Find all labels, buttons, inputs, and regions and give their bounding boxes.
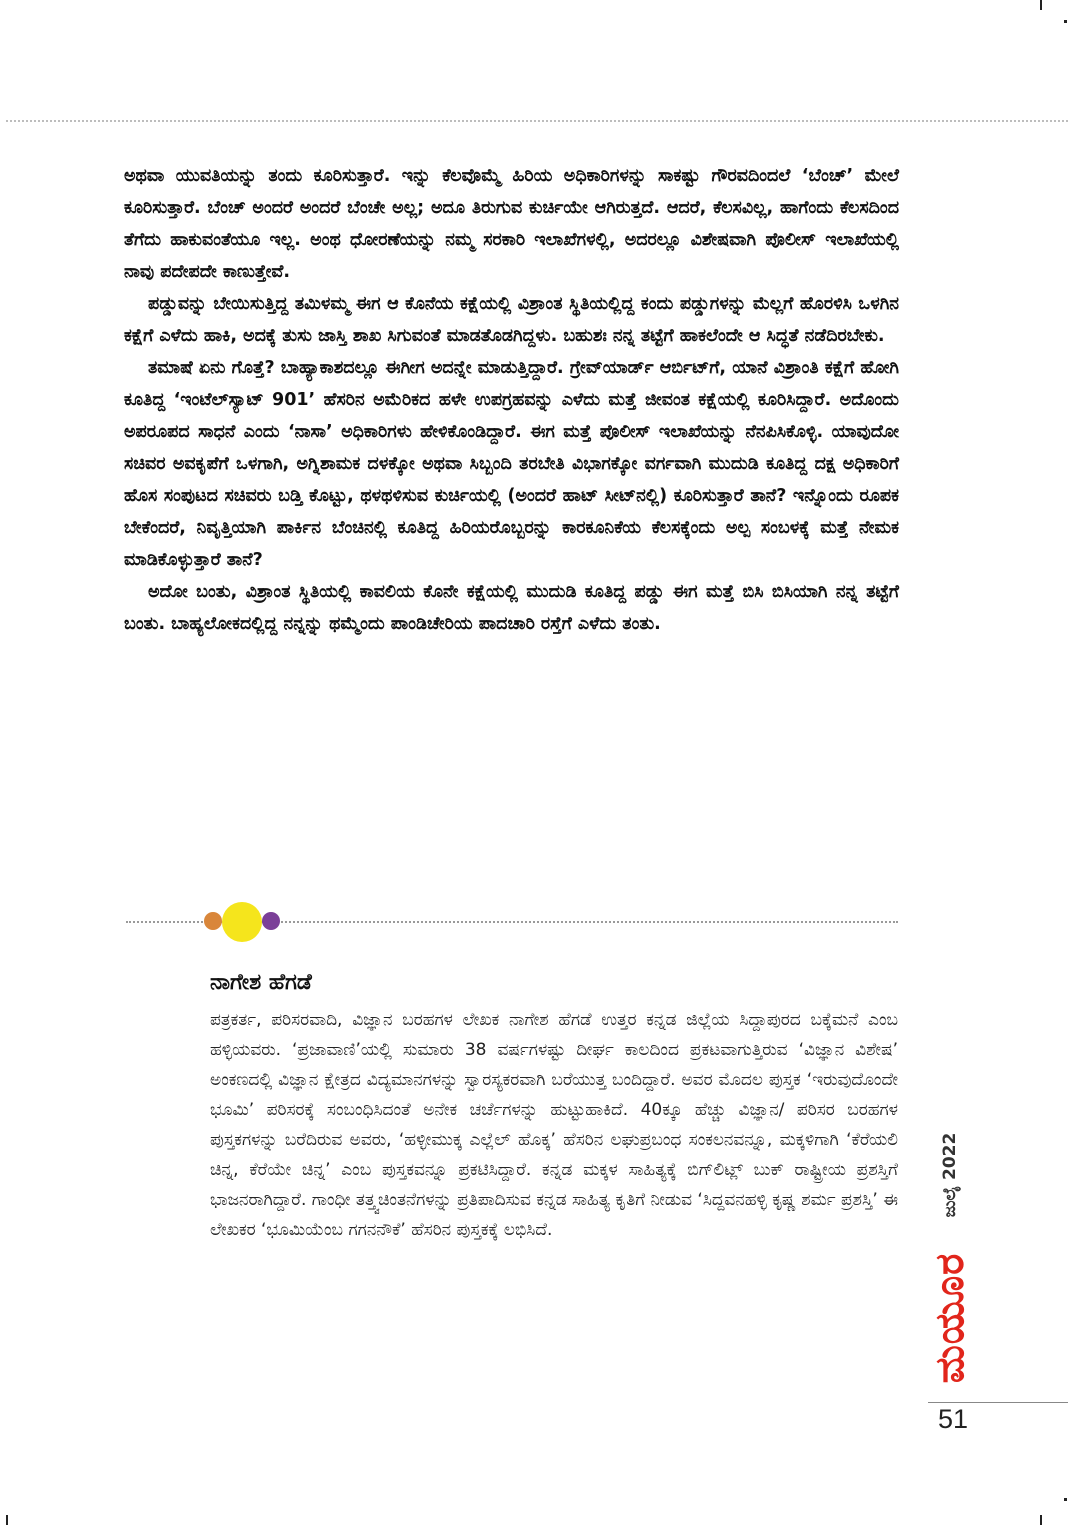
top-dotted-rule (6, 120, 1068, 122)
separator-dot-orange (204, 912, 222, 930)
page-number: 51 (938, 1404, 969, 1434)
article-paragraph: ಅಥವಾ ಯುವತಿಯನ್ನು ತಂದು ಕೂರಿಸುತ್ತಾರೆ. ಇನ್ನು ಕೆಲವೊಮ್ಮೆ ಹಿರಿಯ ಅಧಿಕಾರಿಗಳನ್ನು ಸಾಕಷ್ಟು ಗೌರವದಿಂದಲೆ ‘ಬೆಂಚ್’ ಮೇಲೆ ಕೂರಿಸುತ್ತಾರೆ. ಬೆಂಚ್ ಅಂದರೆ ಅಂದರೆ ಬೆಂಚೇ ಅಲ್ಲ; ಅದೂ ತಿರುಗುವ ಕುರ್ಚಿಯೇ ಆಗಿರುತ್ತದೆ. ಆದರೆ, ಕೆಲಸವಿಲ್ಲ, ಹಾಗೆಂದು ಕೆಲಸದಿಂದ ತೆಗೆದು ಹಾಕುವಂತೆಯೂ ಇಲ್ಲ. ಅಂಥ ಧೋರಣೆಯನ್ನು ನಮ್ಮ ಸರಕಾರಿ ಇಲಾಖೆಗಳಲ್ಲಿ, ಅದರಲ್ಲೂ ವಿಶೇಷವಾಗಿ ಪೊಲೀಸ್ ಇಲಾಖೆಯಲ್ಲಿ ನಾವು ಪದೇಪದೇ ಕಾಣುತ್ತೇವೆ. (124, 166, 899, 282)
issue-date-text: ಜುಲೈ 2022 (940, 1132, 960, 1218)
author-bio: ಪತ್ರಕರ್ತ, ಪರಿಸರವಾದಿ, ವಿಜ್ಞಾನ ಬರಹಗಳ ಲೇಖಕ ನಾಗೇಶ ಹೆಗಡೆ ಉತ್ತರ ಕನ್ನಡ ಜಿಲ್ಲೆಯ ಸಿದ್ದಾಪುರದ ಬಕ್ಕೆಮನೆ ಎಂಬ ಹಳ್ಳಿಯವರು. ‘ಪ್ರಜಾವಾಣಿ’ಯಲ್ಲಿ ಸುಮಾರು 38 ವರ್ಷಗಳಷ್ಟು ದೀರ್ಘ ಕಾಲದಿಂದ ಪ್ರಕಟವಾಗುತ್ತಿರುವ ‘ವಿಜ್ಞಾನ ವಿಶೇಷ’ ಅಂಕಣದಲ್ಲಿ ವಿಜ್ಞಾನ ಕ್ಷೇತ್ರದ ವಿದ್ಯಮಾನಗಳನ್ನು ಸ್ವಾರಸ್ಯಕರವಾಗಿ ಬರೆಯುತ್ತ ಬಂದಿದ್ದಾರೆ. ಅವರ ಮೊದಲ ಪುಸ್ತಕ ‘ಇರುವುದೊಂದೇ ಭೂಮಿ’ ಪರಿಸರಕ್ಕೆ ಸಂಬಂಧಿಸಿದಂತೆ ಅನೇಕ ಚರ್ಚೆಗಳನ್ನು ಹುಟ್ಟುಹಾಕಿದೆ. 40ಕ್ಕೂ ಹೆಚ್ಚು ವಿಜ್ಞಾನ/ ಪರಿಸರ ಬರಹಗಳ ಪುಸ್ತಕಗಳನ್ನು ಬರೆದಿರುವ ಅವರು, ‘ಹಳ್ಳೀಮುಕ್ಕ ಎಲ್ಲೆಲ್ ಹೊಕ್ಕ’ ಹೆಸರಿನ ಲಘುಪ್ರಬಂಧ ಸಂಕಲನವನ್ನೂ, ಮಕ್ಕಳಿಗಾಗಿ ‘ಕೆರೆಯಲಿ ಚಿನ್ನ, ಕೆರೆಯೇ ಚಿನ್ನ’ ಎಂಬ ಪುಸ್ತಕವನ್ನೂ ಪ್ರಕಟಿಸಿದ್ದಾರೆ. ಕನ್ನಡ ಮಕ್ಕಳ ಸಾಹಿತ್ಯಕ್ಕೆ ಬಿಗ್‌ಲಿಟ್ಲ್ ಬುಕ್ ರಾಷ್ಟ್ರೀಯ ಪ್ರಶಸ್ತಿಗೆ ಭಾಜನರಾಗಿದ್ದಾರೆ. ಗಾಂಧೀ ತತ್ತ್ವಚಿಂತನೆಗಳನ್ನು ಪ್ರತಿಪಾದಿಸುವ ಕನ್ನಡ ಸಾಹಿತ್ಯ ಕೃತಿಗೆ ನೀಡುವ ‘ಸಿದ್ದವನಹಳ್ಳಿ ಕೃಷ್ಣ ಶರ್ಮ ಪ್ರಶಸ್ತಿ’ ಈ ಲೇಖಕರ ‘ಭೂಮಿಯೆಂಬ ಗಗನನೌಕೆ’ ಹೆಸರಿನ ಪುಸ್ತಕಕ್ಕೆ ಲಭಿಸಿದೆ. (210, 1010, 898, 1240)
article-paragraph: ಪಡ್ಡುವನ್ನು ಬೇಯಿಸುತ್ತಿದ್ದ ತಮಿಳಮ್ಮ ಈಗ ಆ ಕೊನೆಯ ಕಕ್ಷೆಯಲ್ಲಿ ವಿಶ್ರಾಂತ ಸ್ಥಿತಿಯಲ್ಲಿದ್ದ ಕಂದು ಪಡ್ಡುಗಳನ್ನು ಮೆಲ್ಲಗೆ ಹೊರಳಿಸಿ ಒಳಗಿನ ಕಕ್ಷೆಗೆ ಎಳೆದು ಹಾಕಿ, ಅದಕ್ಕೆ ತುಸು ಜಾಸ್ತಿ ಶಾಖ ಸಿಗುವಂತೆ ಮಾಡತೊಡಗಿದ್ದಳು. ಬಹುಶಃ ನನ್ನ ತಟ್ಟೆಗೆ ಹಾಕಲೆಂದೇ ಆ ಸಿದ್ಧತೆ ನಡೆದಿರಬೇಕು. (124, 294, 899, 346)
author-name: ನಾಗೇಶ ಹೆಗಡೆ (210, 970, 312, 995)
separator-dot-yellow (222, 902, 262, 942)
article-paragraph: ಅದೋ ಬಂತು, ವಿಶ್ರಾಂತ ಸ್ಥಿತಿಯಲ್ಲಿ ಕಾವಲಿಯ ಕೊನೇ ಕಕ್ಷೆಯಲ್ಲಿ ಮುದುಡಿ ಕೂತಿದ್ದ ಪಡ್ಡು ಈಗ ಮತ್ತೆ ಬಿಸಿ ಬಿಸಿಯಾಗಿ ನನ್ನ ತಟ್ಟೆಗೆ ಬಂತು. ಬಾಹ್ಯಲೋಕದಲ್ಲಿದ್ದ ನನ್ನನ್ನು ಥಮ್ಮೆಂದು ಪಾಂಡಿಚೇರಿಯ ಪಾದಚಾರಿ ರಸ್ತೆಗೆ ಎಳೆದು ತಂತು. (124, 582, 899, 634)
crop-mark-top (1040, 0, 1042, 10)
page-number-rule (928, 1402, 1068, 1403)
separator-dot-purple (262, 912, 280, 930)
crop-mark-bottom-right-dot (1064, 1498, 1067, 1501)
issue-date (930, 1120, 970, 1230)
author-box (210, 970, 898, 1245)
magazine-logo (922, 1248, 978, 1388)
article-body (124, 160, 899, 640)
crop-mark-bottom-right (1040, 1515, 1042, 1525)
crop-mark-top-right (1064, 20, 1067, 23)
crop-mark-bottom (6, 1515, 8, 1525)
article-paragraph: ತಮಾಷೆ ಏನು ಗೊತ್ತೆ? ಬಾಹ್ಯಾಕಾಶದಲ್ಲೂ ಈಗೀಗ ಅದನ್ನೇ ಮಾಡುತ್ತಿದ್ದಾರೆ. ಗ್ರೇವ್‌ಯಾರ್ಡ್ ಆರ್ಬಿಟ್‌ಗೆ, ಯಾನೆ ವಿಶ್ರಾಂತಿ ಕಕ್ಷೆಗೆ ಹೋಗಿ ಕೂತಿದ್ದ ‘ಇಂಟೆಲ್‌ಸ್ಯಾಟ್ 901’ ಹೆಸರಿನ ಅಮೆರಿಕದ ಹಳೇ ಉಪಗ್ರಹವನ್ನು ಎಳೆದು ಮತ್ತೆ ಜೀವಂತ ಕಕ್ಷೆಯಲ್ಲಿ ಕೂರಿಸಿದ್ದಾರೆ. ಅದೊಂದು ಅಪರೂಪದ ಸಾಧನೆ ಎಂದು ‘ನಾಸಾ’ ಅಧಿಕಾರಿಗಳು ಹೇಳಿಕೊಂಡಿದ್ದಾರೆ. ಈಗ ಮತ್ತೆ ಪೊಲೀಸ್ ಇಲಾಖೆಯನ್ನು ನೆನಪಿಸಿಕೊಳ್ಳಿ. ಯಾವುದೋ ಸಚಿವರ ಅವಕೃಪೆಗೆ ಒಳಗಾಗಿ, ಅಗ್ನಿಶಾಮಕ ದಳಕ್ಕೋ ಅಥವಾ ಸಿಬ್ಬಂದಿ ತರಬೇತಿ ವಿಭಾಗಕ್ಕೋ ವರ್ಗವಾಗಿ ಮುದುಡಿ ಕೂತಿದ್ದ ದಕ್ಷ ಅಧಿಕಾರಿಗೆ ಹೊಸ ಸಂಪುಟದ ಸಚಿವರು ಬಡ್ತಿ ಕೊಟ್ಟು, ಥಳಥಳಿಸುವ ಕುರ್ಚಿಯಲ್ಲಿ (ಅಂದರೆ ಹಾಟ್ ಸೀಟ್‌ನಲ್ಲಿ) ಕೂರಿಸುತ್ತಾರೆ ತಾನೆ? ಇನ್ನೊಂದು ರೂಪಕ ಬೇಕೆಂದರೆ, ನಿವೃತ್ತಿಯಾಗಿ ಪಾರ್ಕಿನ ಬೆಂಚಿನಲ್ಲಿ ಕೂತಿದ್ದ ಹಿರಿಯರೊಬ್ಬರನ್ನು ಕಾರಕೂನಿಕೆಯ ಕೆಲಸಕ್ಕೆಂದು ಅಲ್ಪ ಸಂಬಳಕ್ಕೆ ಮತ್ತೆ ನೇಮಕ ಮಾಡಿಕೊಳ್ಳುತ್ತಾರೆ ತಾನೆ? (124, 358, 899, 570)
magazine-logo-text: ಮಯೂರ (927, 1252, 973, 1384)
section-separator (126, 900, 898, 944)
